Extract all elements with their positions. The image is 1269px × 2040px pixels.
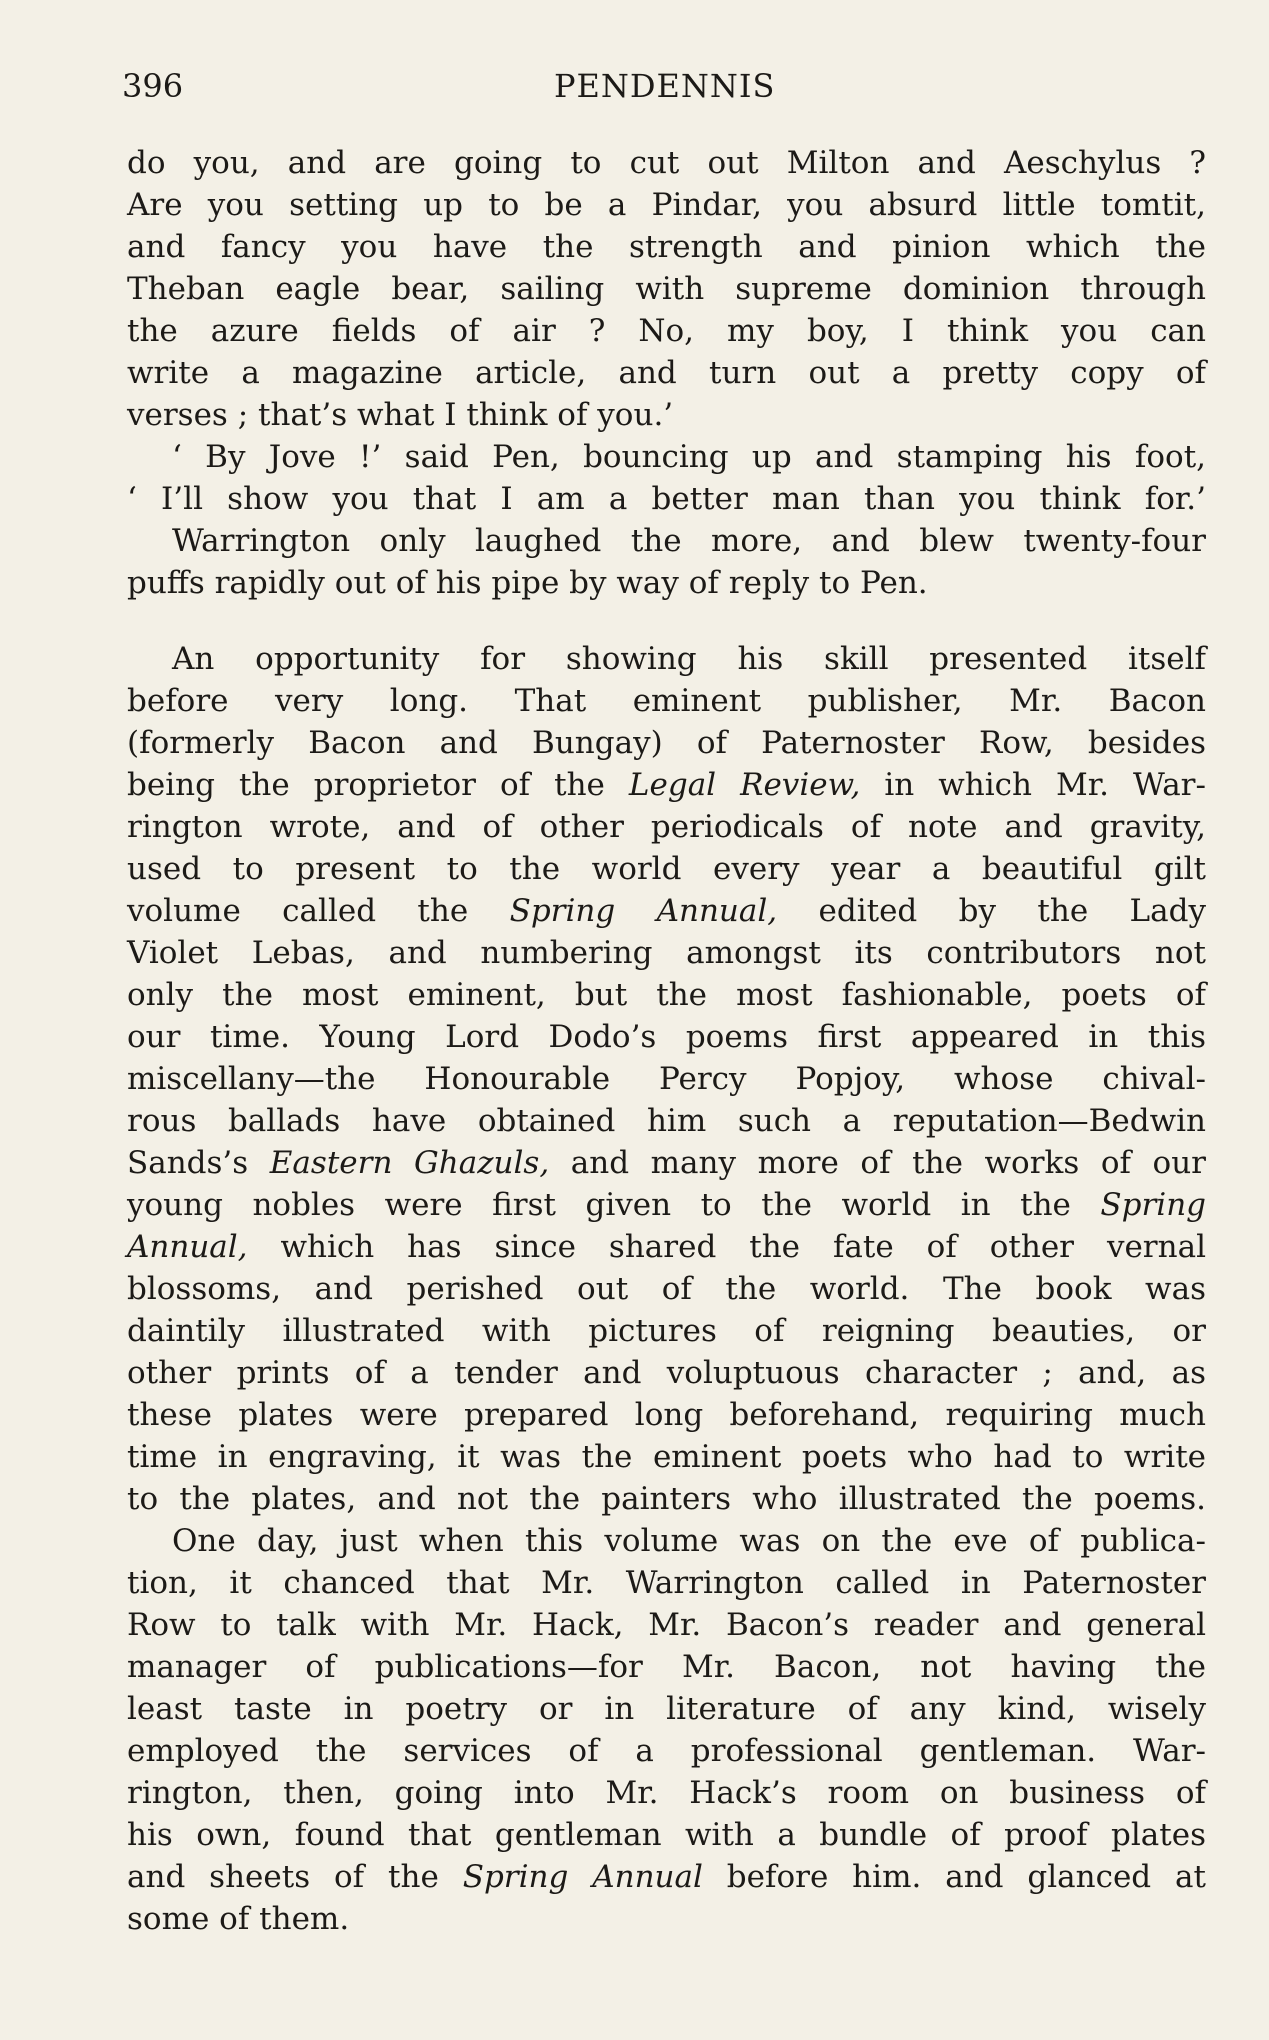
text-line: puffs rapidly out of his pipe by way of reply to Pen. [127, 565, 928, 601]
italic-title: Spring Annual [462, 1859, 703, 1895]
italic-title: Spring [1100, 1187, 1206, 1223]
text-run: in which Mr. War- [860, 767, 1206, 803]
text-line: his own, found that gentleman with a bundle of proof plates [127, 1817, 1206, 1853]
text-line: employed the services of a professional gentleman. War- [127, 1733, 1206, 1769]
text-line: write a magazine article, and turn out a pretty copy of [127, 355, 1206, 391]
text-line [127, 1142, 1206, 1184]
text-line: used to present to the world every year a beautiful gilt [127, 851, 1206, 887]
text-line: some of them. [127, 1901, 350, 1937]
text-line: ‘ I’ll show you that I am a better man than you think for.’ [127, 481, 1206, 517]
text-run: Sands’s [127, 1145, 270, 1181]
text-line: rous ballads have obtained him such a reputation—Bedwin [127, 1103, 1206, 1139]
text-line [127, 764, 1206, 806]
text-line: before very long. That eminent publisher, Mr. Bacon [127, 683, 1206, 719]
text-line: do you, and are going to cut out Milton and Aeschylus ? [127, 145, 1206, 181]
italic-title: Spring Annual, [509, 893, 778, 929]
text-run: and many more of the works of our [549, 1145, 1206, 1181]
text-run: before him. and glanced at [702, 1859, 1206, 1895]
text-line: least taste in poetry or in literature of any kind, wisely [127, 1691, 1206, 1727]
text-line [127, 890, 1206, 932]
text-line [127, 1226, 1206, 1268]
italic-title: Annual, [127, 1229, 248, 1265]
text-line: tion, it chanced that Mr. Warrington called in Paternoster [127, 1565, 1206, 1601]
text-line: One day, just when this volume was on the eve of publica- [172, 1523, 1206, 1559]
text-line: time in engraving, it was the eminent poets who had to write [127, 1439, 1206, 1475]
text-line: (formerly Bacon and Bungay) of Paternoster Row, besides [127, 725, 1206, 761]
text-run: which has since shared the fate of other vernal [247, 1229, 1206, 1265]
text-line: our time. Young Lord Dodo’s poems first appeared in this [127, 1019, 1206, 1055]
text-line: Theban eagle bear, sailing with supreme dominion through [127, 271, 1206, 307]
text-line: to the plates, and not the painters who illustrated the poems. [127, 1481, 1206, 1517]
text-line: blossoms, and perished out of the world. The book was [127, 1271, 1206, 1307]
text-line: rington wrote, and of other periodicals of note and gravity, [127, 809, 1206, 845]
text-line: the azure fields of air ? No, my boy, I think you can [127, 313, 1206, 349]
running-title: PENDENNIS [554, 67, 776, 105]
text-line: Are you setting up to be a Pindar, you absurd little tomtit, [127, 187, 1206, 223]
italic-title: Eastern Ghazuls, [269, 1145, 550, 1181]
text-line: ‘ By Jove !’ said Pen, bouncing up and stamping his foot, [172, 439, 1206, 475]
text-line: miscellany—the Honourable Percy Popjoy, whose chival- [127, 1061, 1206, 1097]
text-line: these plates were prepared long beforehand, requiring much [127, 1397, 1206, 1433]
text-line: Row to talk with Mr. Hack, Mr. Bacon’s reader and general [127, 1607, 1206, 1643]
text-line: rington, then, going into Mr. Hack’s room on business of [127, 1775, 1206, 1811]
text-line: only the most eminent, but the most fashionable, poets of [127, 977, 1206, 1013]
text-line: other prints of a tender and voluptuous character ; and, as [127, 1355, 1206, 1391]
text-run: edited by the Lady [777, 893, 1206, 929]
text-line: An opportunity for showing his skill presented itself [172, 641, 1206, 677]
text-run: being the proprietor of the [127, 767, 629, 803]
text-run: young nobles were first given to the world in the [127, 1187, 1101, 1223]
text-line: Violet Lebas, and numbering amongst its contributors not [127, 935, 1206, 971]
text-run: volume called the [127, 893, 510, 929]
text-line: Warrington only laughed the more, and blew twenty-four [172, 523, 1206, 559]
text-line: verses ; that’s what I think of you.’ [127, 397, 674, 433]
text-line [127, 1856, 1206, 1898]
text-line: manager of publications—for Mr. Bacon, not having the [127, 1649, 1206, 1685]
text-run: and sheets of the [127, 1859, 463, 1895]
text-line [127, 1184, 1206, 1226]
italic-title: Legal Review, [628, 767, 861, 803]
page-number: 396 [122, 67, 184, 105]
running-head [122, 62, 1206, 110]
text-line: and fancy you have the strength and pinion which the [127, 229, 1206, 265]
text-line: daintily illustrated with pictures of reigning beauties, or [127, 1313, 1206, 1349]
